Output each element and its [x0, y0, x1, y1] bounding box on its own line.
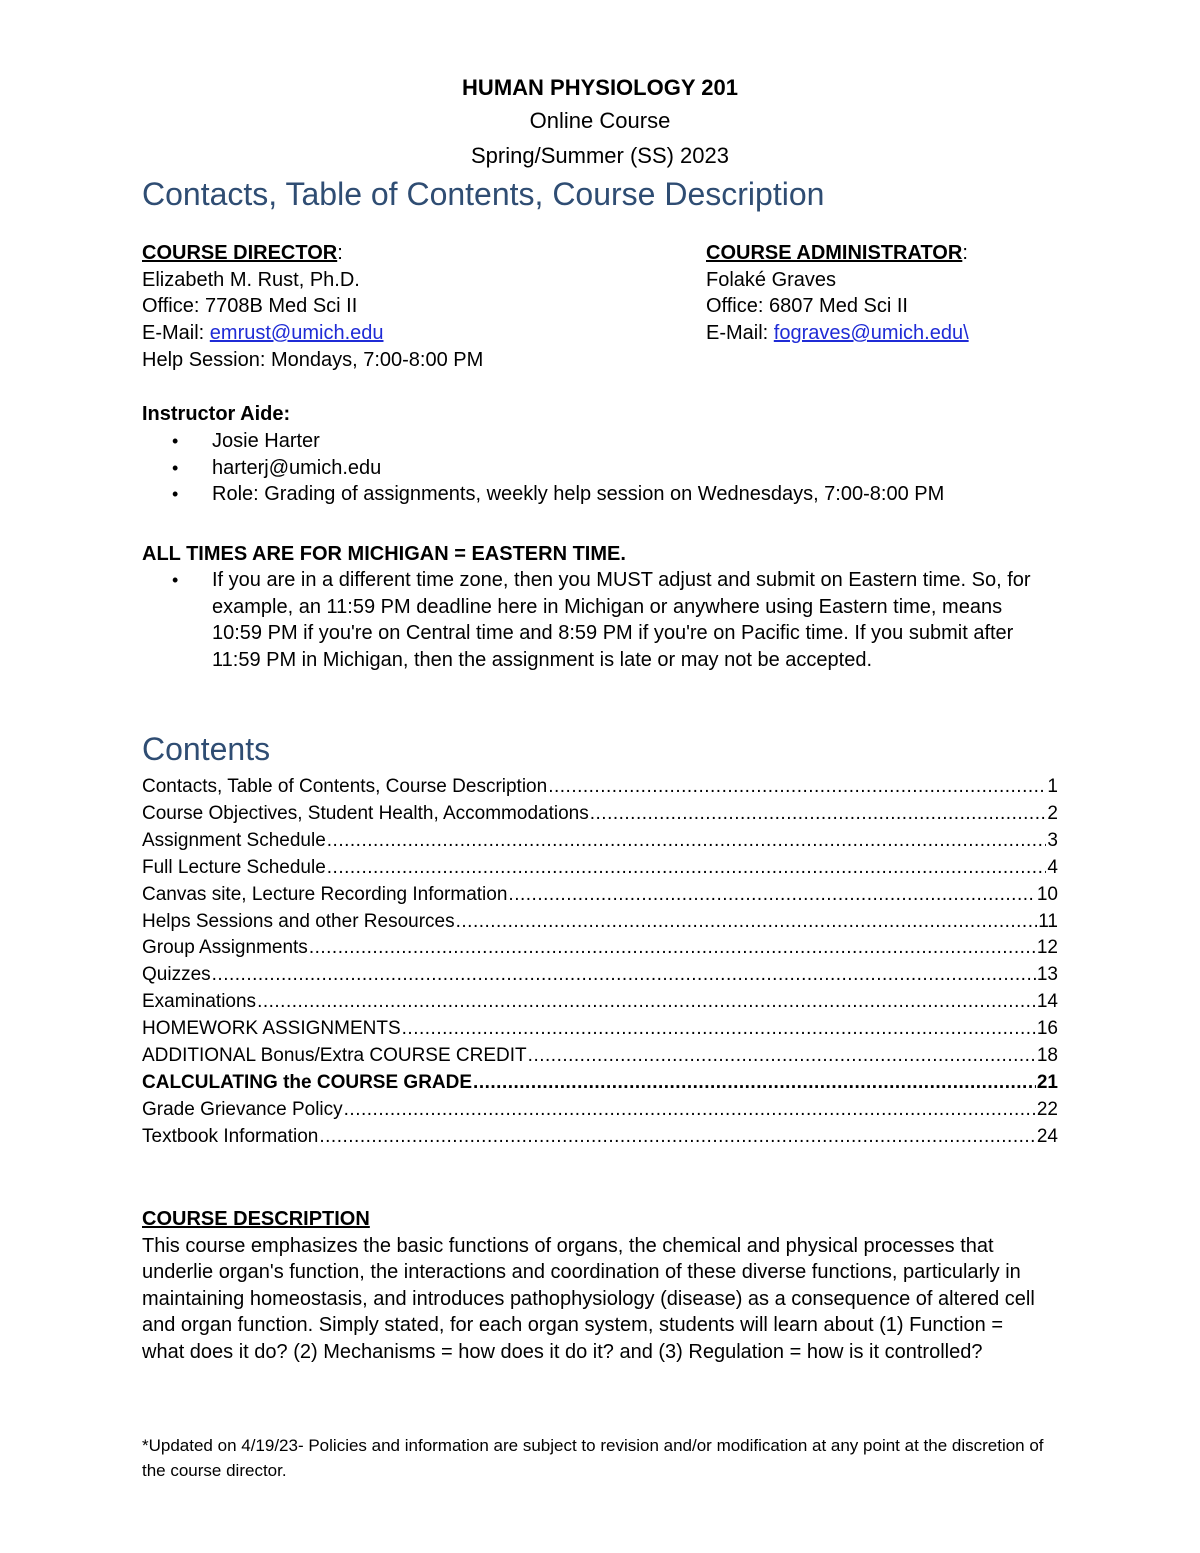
- toc-entry[interactable]: [142, 1043, 1058, 1070]
- toc-entry-title: ADDITIONAL Bonus/Extra COURSE CREDIT: [142, 1045, 527, 1067]
- aide-item-text: Josie Harter: [212, 430, 320, 452]
- toc-dot-leader: [327, 855, 1047, 882]
- list-item: [142, 567, 1042, 674]
- toc-entry-page: 24: [1036, 1125, 1058, 1147]
- director-name: Elizabeth M. Rust, Ph.D.: [142, 268, 360, 291]
- toc-dot-leader: [548, 774, 1046, 801]
- description-label: COURSE DESCRIPTION: [142, 1208, 370, 1230]
- toc-entry-page: 14: [1036, 991, 1058, 1013]
- aide-item-text: Role: Grading of assignments, weekly help session on Wednesdays, 7:00-8:00 PM: [212, 483, 945, 506]
- toc-entry[interactable]: [142, 855, 1058, 882]
- toc-entry-title: Quizzes: [142, 964, 211, 986]
- toc-entry-page: 13: [1036, 964, 1058, 986]
- administrator-email-link[interactable]: fograves@umich.edu\: [773, 322, 969, 345]
- contents-heading: Contents: [142, 731, 271, 767]
- aide-list: [142, 428, 1022, 508]
- toc-entry-title: Examinations: [142, 991, 257, 1013]
- toc-entry-title: Group Assignments: [142, 937, 308, 959]
- director-block: [142, 240, 483, 374]
- toc-dot-leader: [327, 828, 1047, 855]
- toc-entry-title: Assignment Schedule: [142, 829, 326, 851]
- toc-entry-title: Canvas site, Lecture Recording Information: [142, 883, 508, 905]
- list-item: [142, 428, 1022, 455]
- director-email-link[interactable]: emrust@umich.edu: [209, 322, 384, 345]
- toc-entry-page: 16: [1036, 1018, 1058, 1040]
- toc-entry[interactable]: [142, 1070, 1058, 1097]
- toc-entry-title: Full Lecture Schedule: [142, 856, 326, 878]
- director-email-prefix: E-Mail:: [142, 322, 210, 345]
- toc-entry-title: Textbook Information: [142, 1125, 319, 1147]
- toc-entry[interactable]: [142, 882, 1058, 909]
- aide-label: Instructor Aide:: [142, 403, 291, 425]
- toc-entry-title: Helps Sessions and other Resources: [142, 910, 455, 932]
- toc-entry-page: 4: [1047, 856, 1058, 878]
- toc-dot-leader: [344, 1097, 1036, 1124]
- toc-entry[interactable]: [142, 909, 1058, 936]
- list-item: [142, 481, 1022, 508]
- timezone-label: ALL TIMES ARE FOR MICHIGAN = EASTERN TIME.: [142, 543, 626, 565]
- toc-dot-leader: [508, 882, 1035, 909]
- toc-entry-title: HOMEWORK ASSIGNMENTS: [142, 1018, 401, 1040]
- toc-entry[interactable]: [142, 828, 1058, 855]
- toc-entry[interactable]: [142, 1016, 1058, 1043]
- administrator-email-prefix: E-Mail:: [706, 322, 774, 345]
- administrator-colon: :: [962, 242, 968, 264]
- toc-dot-leader: [212, 962, 1036, 989]
- administrator-name: Folaké Graves: [706, 268, 837, 291]
- toc-entry-page: 22: [1036, 1098, 1058, 1120]
- toc-entry-page: 11: [1038, 910, 1058, 932]
- bullet-icon: •: [172, 484, 179, 505]
- toc-dot-leader: [257, 989, 1036, 1016]
- toc-entry-page: 1: [1047, 776, 1058, 797]
- bullet-icon: •: [172, 570, 179, 590]
- course-description: [142, 1206, 1042, 1365]
- toc-entry[interactable]: [142, 989, 1058, 1016]
- administrator-label: COURSE ADMINISTRATOR: [706, 242, 963, 264]
- administrator-block: [706, 240, 969, 347]
- toc-entry-page: 2: [1047, 802, 1058, 824]
- director-colon: :: [337, 242, 343, 264]
- bullet-icon: •: [172, 431, 179, 451]
- table-of-contents: [142, 774, 1058, 1151]
- toc-entry[interactable]: [142, 962, 1058, 989]
- toc-entry-page: 3: [1047, 829, 1058, 851]
- director-label: COURSE DIRECTOR: [142, 242, 338, 264]
- toc-entry-page: 12: [1036, 937, 1058, 959]
- timezone-item-text: If you are in a different time zone, then you MUST adjust and submit on Eastern time. So, for example, an 11:59 PM deadline here in Michigan or anywhere using Eastern time, means 10:59 PM if you're on Central time and 8:59 PM if you're on Pacific time. If you submit after 11:59 PM in Michigan, then the assignment is late or may not be accepted.: [212, 569, 1031, 672]
- course-title: HUMAN PHYSIOLOGY 201: [462, 75, 738, 100]
- toc-entry[interactable]: [142, 1097, 1058, 1124]
- course-term: Spring/Summer (SS) 2023: [471, 143, 729, 168]
- toc-dot-leader: [309, 935, 1036, 962]
- bullet-icon: •: [172, 457, 179, 478]
- section-heading: Contacts, Table of Contents, Course Description: [142, 176, 825, 212]
- course-format: Online Course: [529, 108, 671, 133]
- toc-dot-leader: [402, 1016, 1036, 1043]
- toc-dot-leader: [473, 1070, 1036, 1097]
- director-help-session: Help Session: Mondays, 7:00-8:00 PM: [142, 348, 484, 371]
- toc-entry-title: Course Objectives, Student Health, Accommodations: [142, 802, 589, 824]
- toc-entry-title: CALCULATING the COURSE GRADE: [142, 1071, 473, 1093]
- administrator-office: Office: 6807 Med Sci II: [706, 295, 908, 318]
- toc-dot-leader: [456, 909, 1038, 936]
- toc-dot-leader: [590, 801, 1047, 828]
- toc-entry-page: 18: [1036, 1045, 1058, 1067]
- toc-entry-title: Contacts, Table of Contents, Course Description: [142, 776, 548, 797]
- toc-entry[interactable]: [142, 774, 1058, 801]
- description-text: This course emphasizes the basic functions of organs, the chemical and physical processes that underlie organ's function, the interactions and coordination of these diverse functions, particularly in maintaining homeostasis, and introduces pathophysiology (disease) as a consequence of altered cell and organ function. Simply stated, for each organ system, students will learn about (1) Function = what does it do? (2) Mechanisms = how does it do it? and (3) Regulation = how is it controlled?: [142, 1234, 1035, 1363]
- update-footnote: *Updated on 4/19/23- Policies and information are subject to revision and/or modification at any point at the discretion of the course director.: [142, 1436, 1044, 1480]
- toc-dot-leader: [319, 1124, 1035, 1151]
- toc-entry[interactable]: [142, 1124, 1058, 1151]
- toc-entry-page: 21: [1036, 1071, 1058, 1093]
- toc-entry-title: Grade Grievance Policy: [142, 1098, 343, 1120]
- toc-dot-leader: [528, 1043, 1036, 1070]
- toc-entry[interactable]: [142, 801, 1058, 828]
- timezone-list: [142, 567, 1042, 674]
- aide-item-text: harterj@umich.edu: [212, 456, 382, 479]
- toc-entry-page: 10: [1036, 883, 1058, 905]
- director-office: Office: 7708B Med Sci II: [142, 295, 358, 318]
- list-item: [142, 455, 1022, 482]
- toc-entry[interactable]: [142, 935, 1058, 962]
